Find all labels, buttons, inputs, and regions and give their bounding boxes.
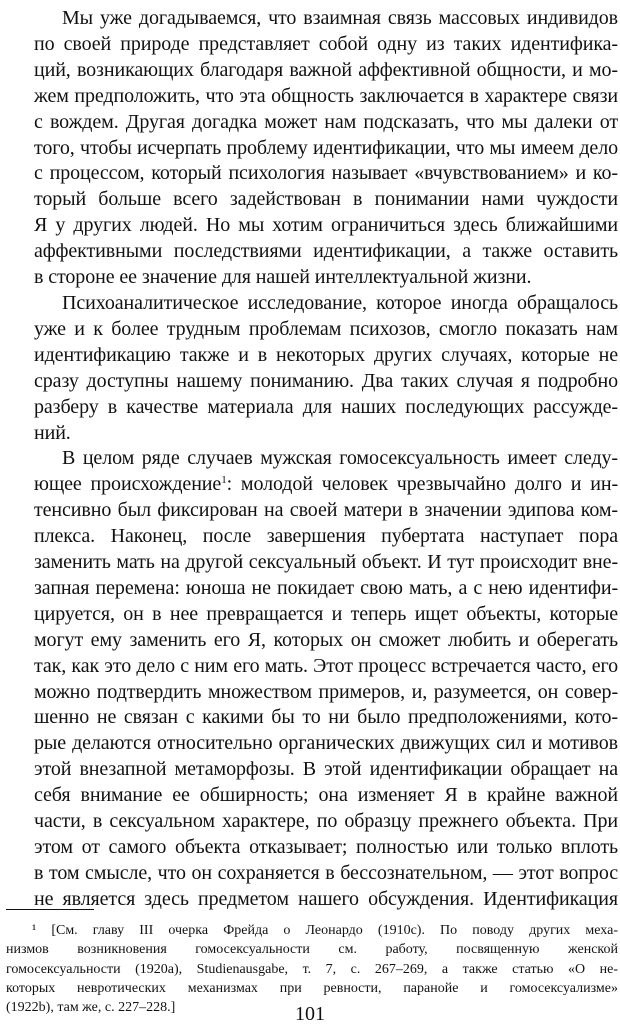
- footnote-ref: 1: [221, 474, 227, 487]
- text-line: этом от самого объекта отказывает; полностью или только вплоть: [34, 836, 618, 858]
- text-line: идентификацию также и в некоторых других случаях, которые не: [34, 343, 618, 366]
- paragraph-2: [6, 291, 618, 446]
- text-line: себя внимание ее обширность; она изменяет Я в крайне важной: [34, 784, 618, 807]
- footnote-line: которых невротических механизмах при ревности, паранойе и гомосексуализме»: [6, 980, 618, 996]
- text-line: с процессом, который психология называет «вчувствованием» и ко-: [34, 162, 618, 185]
- text-line: в стороне ее значение для нашей интеллектуальной жизни.: [34, 266, 532, 289]
- footnote-line: низмов возникновения гомосексуальности см. работу, посвященную женской: [6, 942, 618, 958]
- text-line: торый больше всего задействован в понимании нами чуждости: [34, 188, 618, 211]
- text-line: заменить мать на другой сексуальный объект. И тут происходит вне-: [34, 551, 618, 574]
- footnote-divider: [6, 909, 94, 910]
- footnote-line: (1922b), там же, с. 227–228.]: [6, 1000, 176, 1016]
- main-text: [6, 6, 618, 913]
- paragraph-1: [6, 6, 618, 291]
- text-line: ций, возникающих благодаря важной аффективной общности, и мо-: [34, 58, 618, 81]
- text-line: уже и к более трудным проблемам психозов, смогло показать нам: [34, 317, 618, 340]
- text-line: плекса. Наконец, после завершения пубертата наступает пора: [34, 525, 618, 548]
- text-line: Мы уже догадываемся, что взаимная связь массовых индивидов: [62, 7, 618, 29]
- text-line: жем предположить, что эта общность заключается в характере связи: [34, 84, 618, 107]
- text-line: В целом ряде случаев мужская гомосексуальность имеет следу-: [62, 447, 618, 470]
- text-line: так, как это дело с ним его мать. Этот процесс встречается часто, его: [34, 654, 618, 677]
- text-line: части, в сексуальном характере, по образцу прежнего объекта. При: [34, 810, 618, 833]
- page-number: 101: [295, 1003, 325, 1025]
- text-line: того, чтобы исчерпать проблему идентификации, что мы имеем дело: [34, 136, 618, 159]
- text-fragment: : молодой человек чрезвычайно долго и ин-: [226, 473, 619, 496]
- text-line: ний.: [34, 421, 71, 444]
- text-line: Я у других людей. Но мы хотим ограничиться здесь ближайшими: [34, 214, 618, 237]
- text-line: [6, 472, 618, 498]
- text-line: цируется, он в нее превращается и теперь ищет объекты, которые: [34, 602, 618, 625]
- text-line: Психоаналитическое исследование, которое иногда обращалось: [62, 291, 618, 314]
- text-line: не является здесь предметом нашего обсуждения. Идентификация: [34, 887, 618, 910]
- paragraph-3: [6, 446, 618, 912]
- text-line: по своей природе представляет собой одну из таких идентифика-: [34, 32, 618, 55]
- footnote-line: гомосексуальности (1920а), Studienausgabe, т. 7, с. 267–269, а также статью «О не-: [6, 961, 618, 977]
- text-line: этой внезапной метаморфозы. В этой идентификации обращает на: [34, 758, 618, 781]
- text-line: шенно не связан с какими бы то ни было предположениями, кото-: [34, 706, 618, 729]
- text-line: рые делаются относительно органических движущих сил и мотивов: [34, 732, 618, 755]
- text-line: разберу в качестве материала для наших последующих рассужде-: [34, 395, 618, 418]
- text-line: могут ему заменить его Я, которых он сможет любить и оберегать: [34, 628, 618, 651]
- text-line: можно подтвердить множеством примеров, и, разумеется, он совер-: [34, 680, 618, 703]
- text-line: в том смысле, что он сохраняется в бессознательном, — этот вопрос: [34, 861, 618, 884]
- text-line: сразу доступны нашему пониманию. Два таких случая я подробно: [34, 369, 618, 392]
- text-line: аффективными последствиями идентификации, а также оставить: [34, 240, 618, 263]
- footnote-line: ¹ [См. главу III очерка Фрейда о Леонардо (1910с). По поводу других меха-: [32, 923, 618, 938]
- text-line: тенсивно был фиксирован на своей матери в значении эдипова ком-: [34, 499, 618, 522]
- text-line: с вождем. Другая догадка может нам подсказать, что мы далеки от: [34, 110, 618, 133]
- text-line: запная перемена: юноша не покидает свою мать, а с нею идентифи-: [34, 576, 618, 599]
- text-fragment: ющее происхождение: [34, 473, 222, 496]
